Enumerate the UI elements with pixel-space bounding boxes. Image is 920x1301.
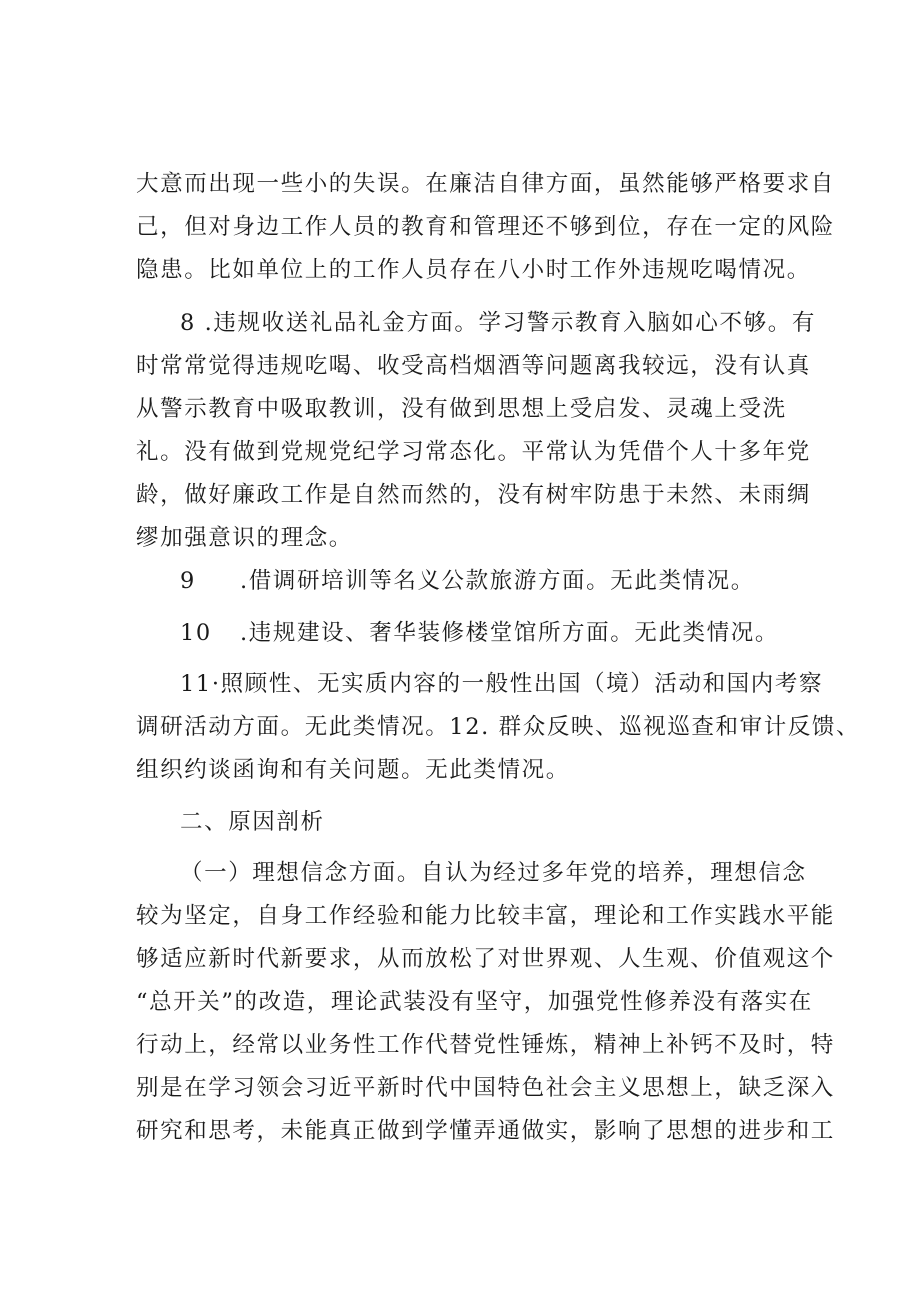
text-line: 组织约谈函询和有关问题。无此类情况。 <box>136 757 570 783</box>
text-line: 够适应新时代新要求，从而放松了对世界观、人生观、价值观这个 <box>136 946 835 972</box>
text-line: 别是在学习领会习近平新时代中国特色社会主义思想上，缺乏深入 <box>136 1075 835 1101</box>
text-line: “总开关”的改造，理论武装没有坚守，加强党性修养没有落实在 <box>136 989 813 1015</box>
text-line: 较为坚定，自身工作经验和能力比较丰富，理论和工作实践水平能 <box>136 903 835 929</box>
text-line: 行动上，经常以业务性工作代替党性锤炼，精神上补钙不及时，特 <box>136 1032 835 1058</box>
text-line: 11·照顾性、无实质内容的一般性出国（境）活动和国内考察 <box>180 671 824 697</box>
text-line: .违规建设、奢华装修楼堂馆所方面。无此类情况。 <box>240 620 779 646</box>
section-heading: 二、原因剖析 <box>180 809 325 835</box>
item-number: 10 <box>180 620 212 646</box>
text-line: 隐患。比如单位上的工作人员存在八小时工作外违规吃喝情况。 <box>136 257 811 283</box>
text-line: 龄，做好廉政工作是自然而然的，没有树牢防患于未然、未雨绸 <box>136 482 811 508</box>
text-line: 研究和思考，未能真正做到学懂弄通做实，影响了思想的进步和工 <box>136 1118 835 1144</box>
text-line: 大意而出现一些小的失误。在廉洁自律方面，虽然能够严格要求自 <box>136 171 835 197</box>
item-number: 9 <box>180 568 196 594</box>
text-line: 从警示教育中吸取教训，没有做到思想上受启发、灵魂上受洗 <box>136 396 787 422</box>
text-line: 缪加强意识的理念。 <box>136 525 353 551</box>
text-line: 时常常觉得违规吃喝、收受高档烟酒等问题离我较远，没有认真 <box>136 353 811 379</box>
text-line: 己，但对身边工作人员的教育和管理还不够到位，存在一定的风险 <box>136 214 835 240</box>
text-line: 8 .违规收送礼品礼金方面。学习警示教育入脑如心不够。有 <box>180 310 816 336</box>
text-line: .借调研培训等名义公款旅游方面。无此类情况。 <box>240 568 755 594</box>
text-line: 礼。没有做到党规党纪学习常态化。平常认为凭借个人十多年党 <box>136 439 811 465</box>
text-line: （一）理想信念方面。自认为经过多年党的培养，理想信念 <box>180 860 807 886</box>
text-line: 调研活动方面。无此类情况。12. 群众反映、巡视巡查和审计反馈、 <box>136 714 861 740</box>
